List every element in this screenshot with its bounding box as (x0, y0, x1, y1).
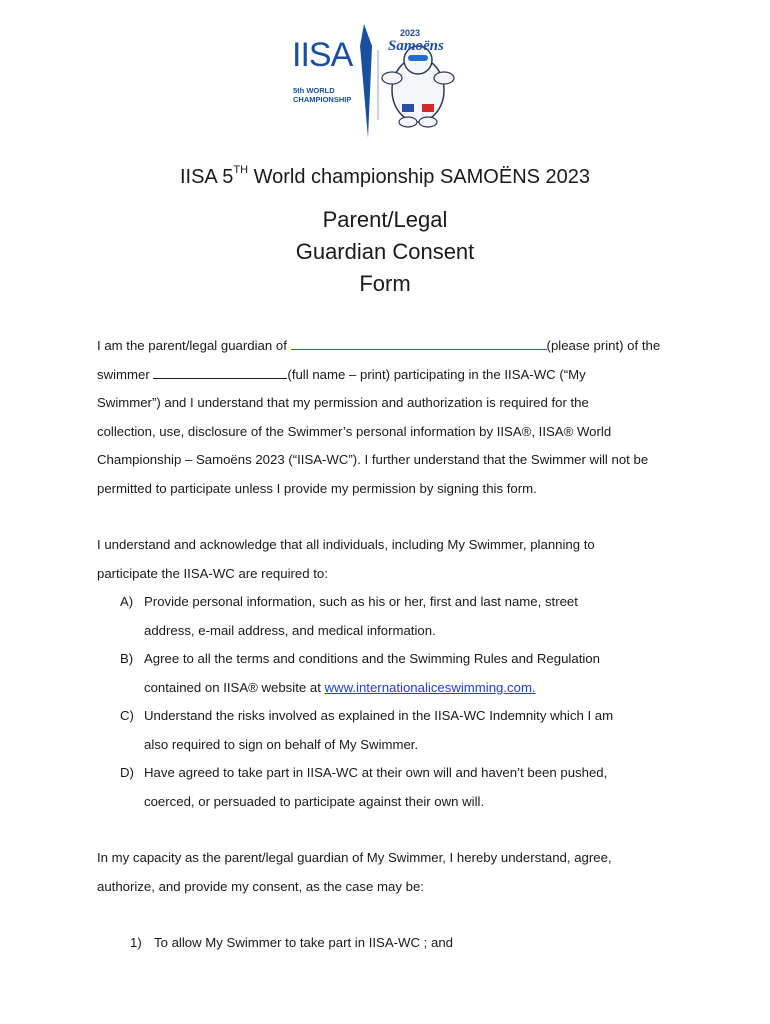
requirements-intro: I understand and acknowledge that all individuals, including My Swimmer, planning to participate the IISA-WC are required to: (97, 537, 595, 581)
form-title-line2: Guardian Consent (295, 239, 475, 264)
swimmer-name-field[interactable] (153, 366, 287, 379)
list-item: D) Have agreed to take part in IISA-WC at their own will and haven’t been pushed, coerced, or persuaded to participate against their own will. (120, 765, 608, 809)
website-link[interactable]: www.internationaliceswimming.com. (324, 679, 536, 695)
guardian-statement: I am the parent/legal guardian of (please print) of the swimmer (full name – print) participating in the IISA-WC (“My Swimmer”) and I understand that my permission and authorization is required for the collection, use, disclosure of the Swimmer’s personal information by IISA®, IISA® World Championship – Samoëns 2023 (“IISA-WC”). I further understand that the Swimmer will not be permitted to participate unless I provide my permission by signing this form. (97, 338, 661, 496)
requirements-list (120, 588, 700, 816)
event-logo (288, 20, 458, 142)
championship-label: 5th WORLD CHAMPIONSHIP (293, 86, 352, 104)
form-title-line1: Parent/Legal (322, 207, 448, 232)
list-item: C) Understand the risks involved as explained in the IISA-WC Indemnity which I am also required to sign on behalf of My Swimmer. (120, 708, 614, 752)
list-item: A) Provide personal information, such as his or her, first and last name, street address, e-mail address, and medical information. (120, 594, 578, 638)
list-item: B) Agree to all the terms and conditions and the Swimming Rules and Regulation contained on IISA® website at www.internationaliceswimming.com. (120, 651, 600, 695)
svg-text:2023: 2023 (400, 28, 421, 38)
consent-list (130, 929, 690, 958)
guardian-name-field[interactable] (291, 337, 547, 350)
consent-statement: In my capacity as the parent/legal guardian of My Swimmer, I hereby understand, agree, authorize, and provide my consent, as the case may be: (97, 850, 612, 894)
svg-text:Samoëns: Samoëns (388, 38, 444, 54)
iisa-logo-text: IISA (292, 36, 353, 74)
form-title-line3: Form (359, 271, 411, 296)
list-item: 1) To allow My Swimmer to take part in IISA-WC ; and (130, 935, 454, 950)
document-title: IISA 5TH World championship SAMOËNS 2023 (179, 164, 591, 188)
